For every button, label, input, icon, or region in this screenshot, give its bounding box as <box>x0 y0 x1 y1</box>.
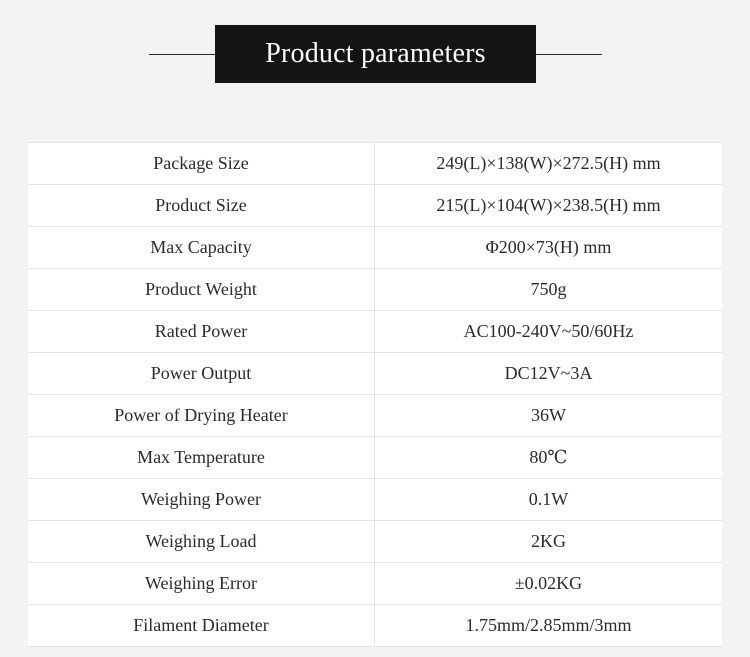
param-label: Product Size <box>28 185 375 226</box>
table-row <box>28 311 722 353</box>
param-label: Rated Power <box>28 311 375 352</box>
parameters-table <box>28 142 722 647</box>
param-value: Φ200×73(H) mm <box>485 237 612 257</box>
param-value: 750g <box>530 279 567 299</box>
table-row <box>28 395 722 437</box>
table-row <box>28 437 722 479</box>
header-rule-left <box>149 54 215 55</box>
table-row <box>28 563 722 605</box>
param-label: Filament Diameter <box>28 605 375 646</box>
table-row <box>28 353 722 395</box>
param-label: Package Size <box>28 143 375 184</box>
param-label: Power of Drying Heater <box>28 395 375 436</box>
param-value: 215(L)×104(W)×238.5(H) mm <box>436 195 661 215</box>
header-rule-right <box>536 54 602 55</box>
table-row <box>28 185 722 227</box>
table-row <box>28 269 722 311</box>
param-value: AC100-240V~50/60Hz <box>463 321 634 341</box>
table-row <box>28 479 722 521</box>
param-value: 249(L)×138(W)×272.5(H) mm <box>436 153 661 173</box>
table-row <box>28 227 722 269</box>
param-label: Max Temperature <box>28 437 375 478</box>
param-value: 1.75mm/2.85mm/3mm <box>465 615 632 635</box>
section-title-banner <box>215 25 536 83</box>
table-row <box>28 605 722 647</box>
param-label: Product Weight <box>28 269 375 310</box>
param-label: Power Output <box>28 353 375 394</box>
param-value: 0.1W <box>528 489 569 509</box>
param-value: ±0.02KG <box>514 573 583 593</box>
param-label: Weighing Load <box>28 521 375 562</box>
param-label: Weighing Power <box>28 479 375 520</box>
param-value: 80℃ <box>529 447 568 467</box>
table-row <box>28 143 722 185</box>
param-value: 2KG <box>531 531 566 551</box>
section-title: Product parameters <box>265 38 486 69</box>
param-value: DC12V~3A <box>504 363 593 383</box>
param-label: Max Capacity <box>28 227 375 268</box>
param-label: Weighing Error <box>28 563 375 604</box>
param-value: 36W <box>531 405 566 425</box>
table-row <box>28 521 722 563</box>
